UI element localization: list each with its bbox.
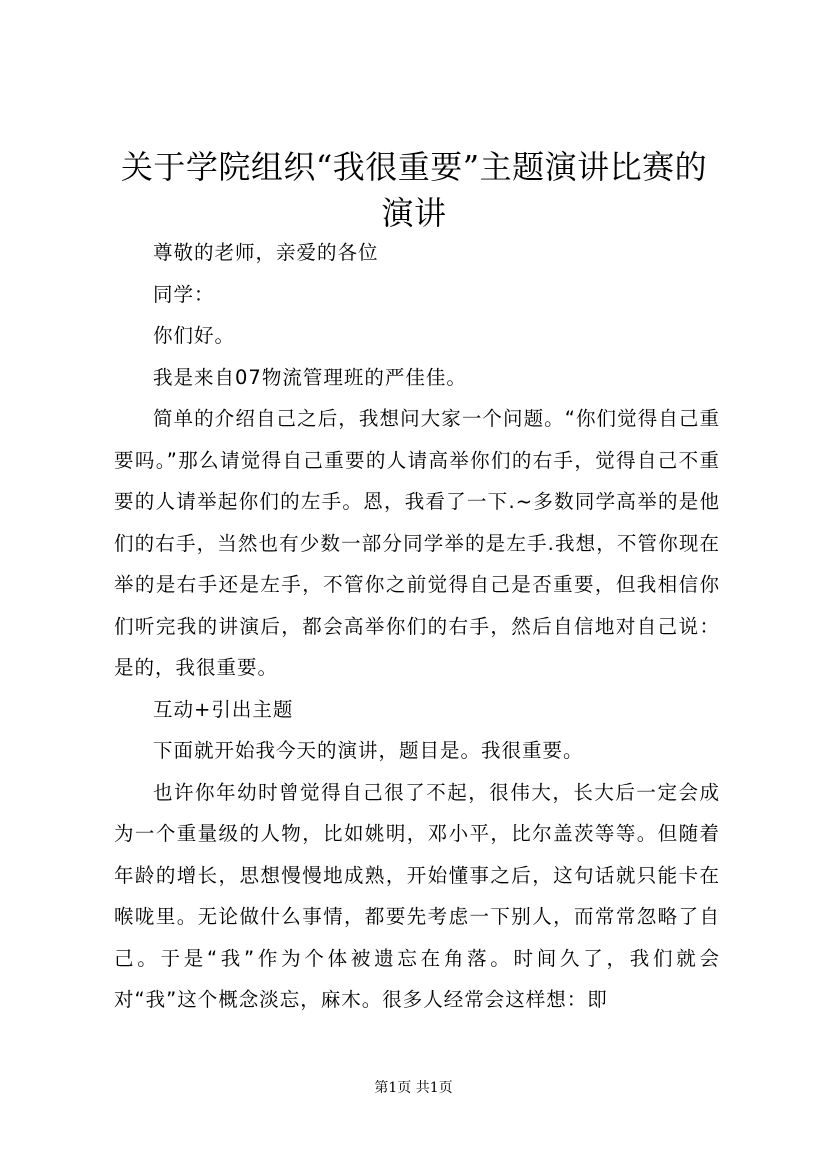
greeting-continuation-paragraph: 同学： [153,282,215,306]
audience-question-paragraph: 简单的介绍自己之后，我想问大家一个问题。“你们觉得自己重要吗。”那么请觉得自己重要的人请高举你们的右手，觉得自己不重要的人请举起你们的左手。恩，我看了一下.~多数同学高举的是他们的右手，当然也有少数一部分同学举的是左手.我想，不管你现在举的是右手还是左手，不管你之前觉得自己是否重要，但我相信你们听完我的讲演后，都会高举你们的右手，然后自信地对自己说：是的，我很重要。 [114,407,720,679]
self-introduction-paragraph: 我是来自07物流管理班的严佳佳。 [153,365,467,389]
topic-paragraph: 下面就开始我今天的演讲，题目是。我很重要。 [153,739,584,762]
hello-paragraph: 你们好。 [153,324,236,347]
document-body [114,232,720,1021]
interaction-note-paragraph: 互动+引出主题 [153,697,294,721]
page-footer: 第1页 共1页 [374,1080,453,1096]
reflection-paragraph: 也许你年幼时曾觉得自己很了不起，很伟大，长大后一定会成为一个重量级的人物，比如姚明，邓小平，比尔盖茨等等。但随着年龄的增长，思想慢慢地成熟，开始懂事之后，这句话就只能卡在喉咙里。无论做什么事情，都要先考虑一下别人，而常常忽略了自己。于是“我”作为个体被遗忘在角落。时间久了，我们就会对“我”这个概念淡忘，麻木。很多人经常会这样想：即 [114,780,720,1011]
document-title: 关于学院组织“我很重要”主题演讲比赛的演讲 [120,148,708,232]
greeting-paragraph: 尊敬的老师，亲爱的各位 [153,241,379,264]
